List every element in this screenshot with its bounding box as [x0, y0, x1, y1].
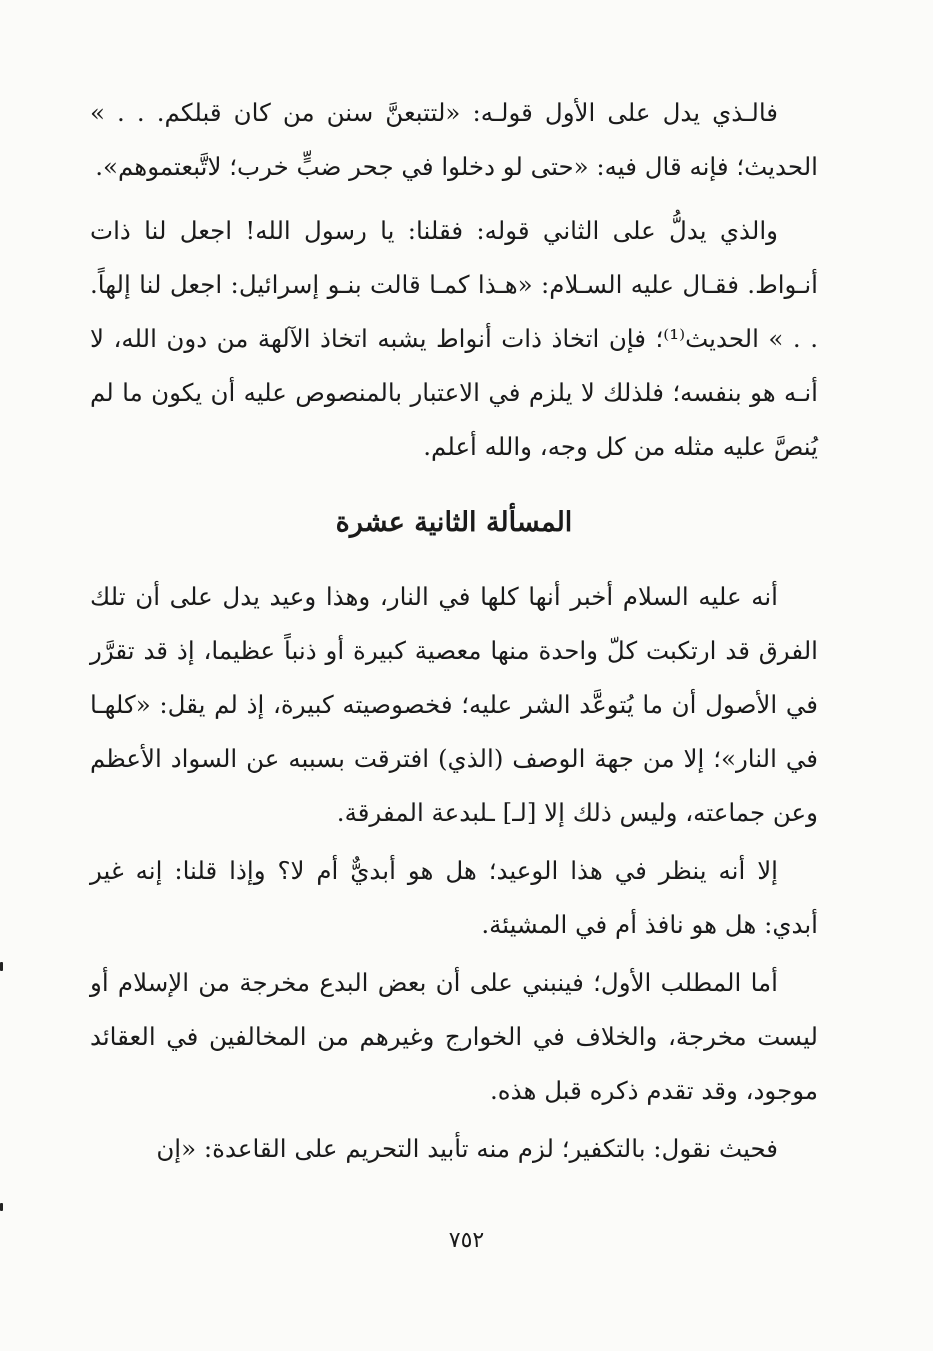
scan-speck	[0, 1203, 3, 1211]
paragraph-first-evidence: فالـذي يدل على الأول قولـه: «لتتبعنَّ سنن من كان قبلكم. . . » الحديث؛ فإنه قال فيه: «حتى لو دخلوا في جحر ضبٍّ خرب؛ لاتَّبعتموهم».	[90, 98, 818, 181]
paragraph-eternity-question: إلا أنه ينظر في هذا الوعيد؛ هل هو أبديٌّ أم لا؟ وإذا قلنا: إنه غير أبدي: هل هو نافذ أم في المشيئة.	[90, 856, 818, 939]
paragraph-second-evidence: والذي يدلُّ على الثاني قوله: فقلنا: يا رسول الله! اجعل لنا ذات أنـواط. فقـال عليه السـلام: «هـذا كمـا قالت بنـو إسرائيل: اجعل لنا إلهاً. . . » الحديث⁽¹⁾؛ فإن اتخاذ ذات أنواط يشبه اتخاذ الآلهة من دون الله، لا أنـه هو بنفسه؛ فلذلك لا يلزم في الاعتبار بالمنصوص عليه أن يكون ما لم يُنصَّ عليه مثله من كل وجه، والله أعلم.	[90, 216, 818, 461]
body-text	[90, 86, 818, 1176]
paragraph-first-demand: أما المطلب الأول؛ فينبني على أن بعض البدع مخرجة من الإسلام أو ليست مخرجة، والخلاف في الخوارج وغيرهم من المخالفين في العقائد موجود، وقد تقدم ذكره قبل هذه.	[90, 968, 818, 1105]
paragraph-takfir: فحيث نقول: بالتكفير؛ لزم منه تأبيد التحريم على القاعدة: «إن	[156, 1134, 778, 1163]
section-heading: المسألة الثانية عشرة	[335, 507, 573, 538]
paragraph-warning-meaning: أنه عليه السلام أخبر أنها كلها في النار، وهذا وعيد يدل على أن تلك الفرق قد ارتكبت كلّ واحدة منها معصية كبيرة أو ذنباً عظيما، إذ قد تقرَّر في الأصول أن ما يُتوعَّد الشر عليه؛ فخصوصيته كبيرة، إذ لم يقل: «كلهـا في النار»؛ إلا من جهة الوصف (الذي) افترقت بسببه عن السواد الأعظم وعن جماعته، وليس ذلك إلا [لـ] ـلبدعة المفرقة.	[90, 582, 818, 827]
page-number: ٧٥٢	[448, 1228, 485, 1253]
scan-speck	[0, 962, 3, 971]
